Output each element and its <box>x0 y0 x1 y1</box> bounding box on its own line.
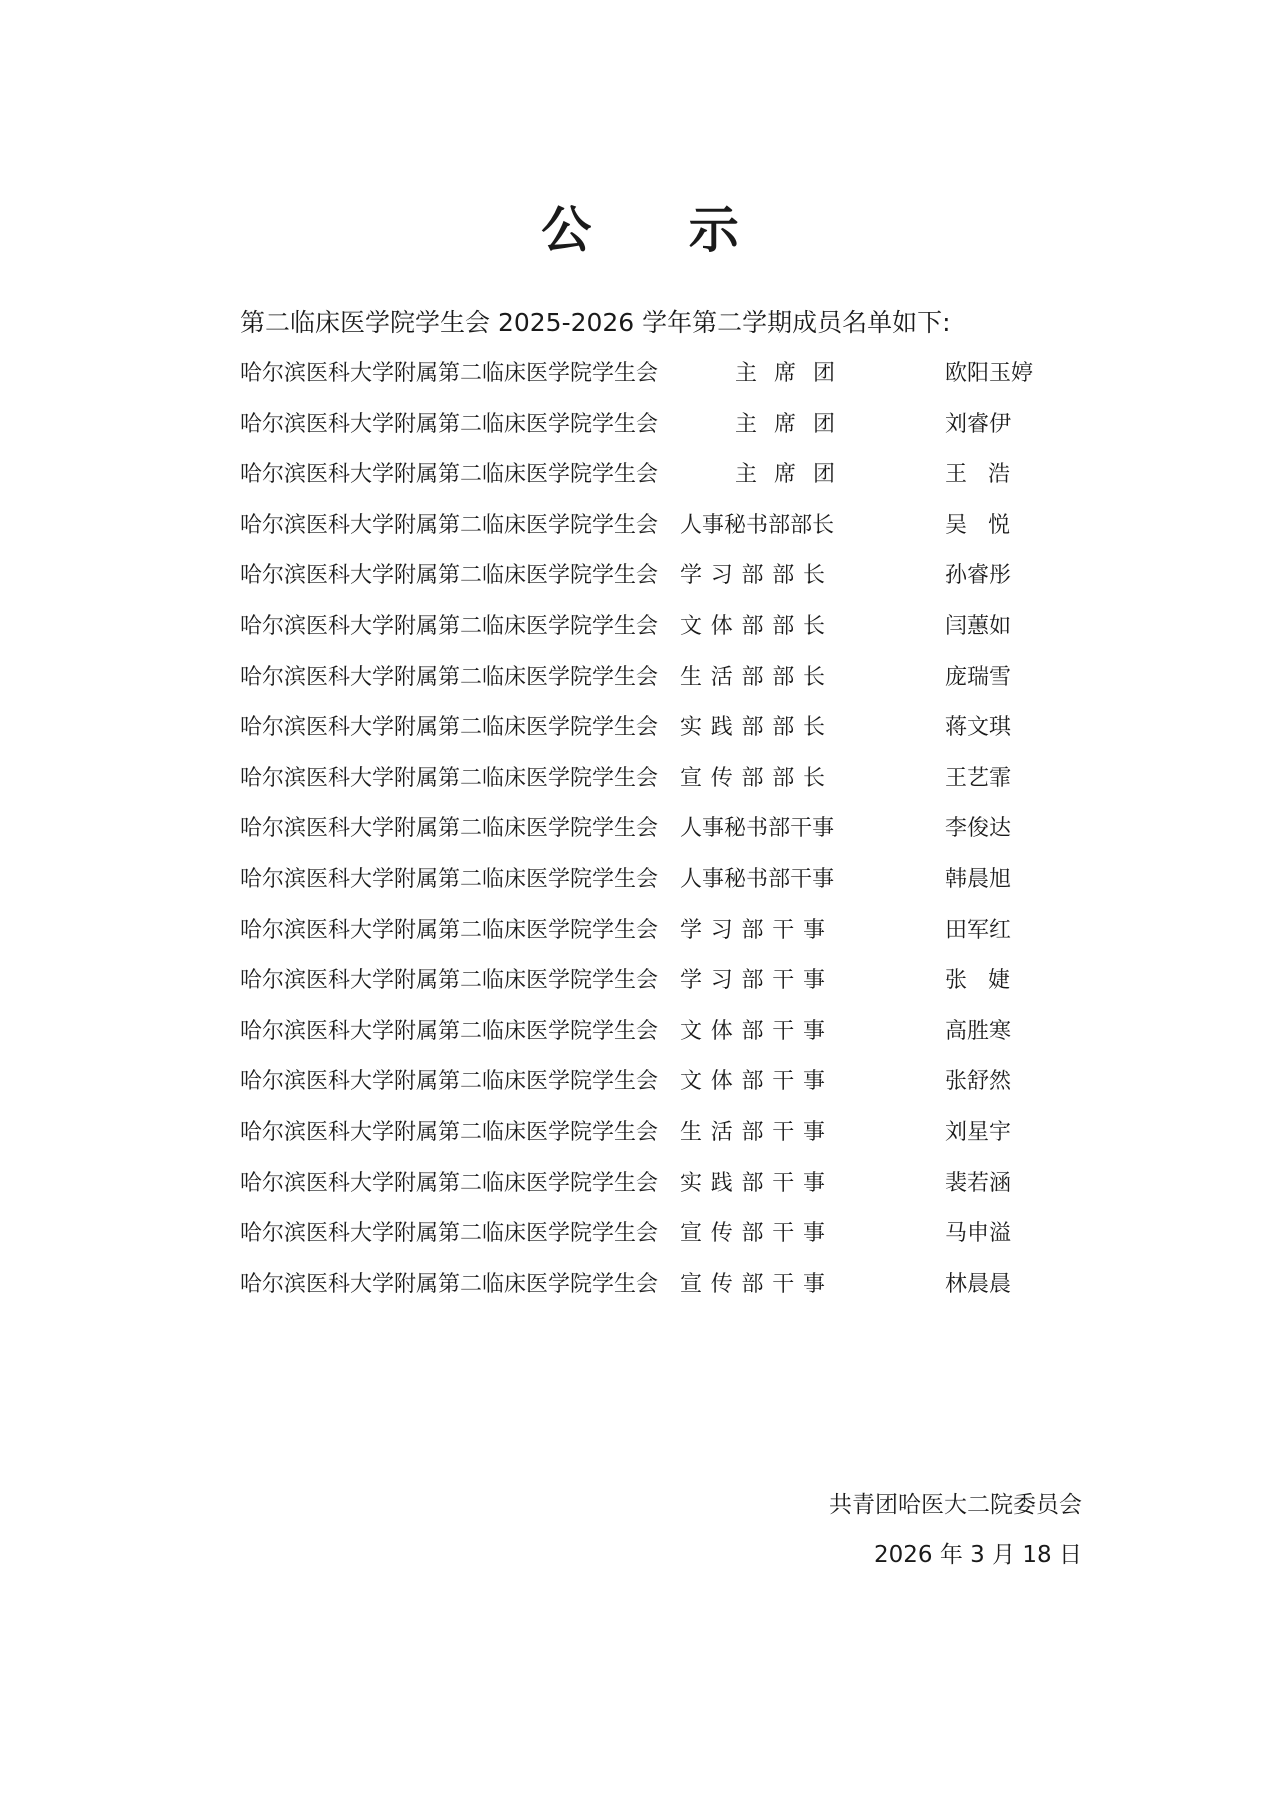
member-org: 哈尔滨医科大学附属第二临床医学院学生会 <box>240 968 659 994</box>
position-char: 部 <box>772 613 795 639</box>
member-position <box>680 1114 825 1152</box>
member-org: 哈尔滨医科大学附属第二临床医学院学生会 <box>240 361 659 386</box>
member-org: 哈尔滨医科大学附属第二临床医学院学生会 <box>240 917 659 943</box>
member-name: 林晨晨 <box>945 1271 1012 1297</box>
member-row <box>240 912 1040 963</box>
position-char: 事 <box>802 1271 825 1297</box>
position-char: 部 <box>741 664 764 690</box>
member-row <box>240 557 1040 608</box>
position-char: 事 <box>702 816 725 842</box>
member-row <box>240 861 1040 912</box>
position-char: 实 <box>680 715 703 741</box>
position-char: 活 <box>710 1119 733 1145</box>
position-char: 干 <box>772 917 795 943</box>
position-char: 干 <box>772 1069 795 1095</box>
position-char: 秘 <box>724 866 747 892</box>
position-char: 部 <box>768 512 791 538</box>
member-name: 蒋文琪 <box>945 715 1012 741</box>
position-char: 长 <box>802 664 825 690</box>
position-char: 习 <box>710 917 733 943</box>
position-char: 学 <box>680 563 703 589</box>
member-org: 哈尔滨医科大学附属第二临床医学院学生会 <box>240 1221 659 1247</box>
member-org: 哈尔滨医科大学附属第二临床医学院学生会 <box>240 1018 659 1044</box>
position-char: 部 <box>772 715 795 741</box>
member-name: 马申溢 <box>945 1221 1012 1247</box>
member-row <box>240 709 1040 760</box>
position-char: 部 <box>741 1271 764 1297</box>
position-char: 干 <box>790 816 813 842</box>
position-char: 事 <box>802 1069 825 1095</box>
position-char: 部 <box>741 1018 764 1044</box>
member-name: 刘睿伊 <box>945 411 1012 437</box>
member-list <box>240 355 1040 1316</box>
member-position <box>680 659 825 697</box>
member-row <box>240 1266 1040 1317</box>
position-char: 体 <box>710 1069 733 1095</box>
member-org: 哈尔滨医科大学附属第二临床医学院学生会 <box>240 664 659 690</box>
member-org: 哈尔滨医科大学附属第二临床医学院学生会 <box>240 512 659 538</box>
member-position <box>735 406 835 444</box>
position-char: 干 <box>772 1119 795 1145</box>
member-name: 韩晨旭 <box>945 866 1012 892</box>
position-char: 事 <box>812 866 835 892</box>
position-char: 生 <box>680 664 703 690</box>
position-char: 宣 <box>680 765 703 791</box>
member-row <box>240 760 1040 811</box>
position-char: 长 <box>802 613 825 639</box>
position-char: 干 <box>772 1018 795 1044</box>
position-char: 体 <box>710 1018 733 1044</box>
member-org: 哈尔滨医科大学附属第二临床医学院学生会 <box>240 462 659 488</box>
position-char: 长 <box>812 512 835 538</box>
intro-text: 第二临床医学院学生会 2025-2026 学年第二学期成员名单如下: <box>240 308 951 337</box>
member-row <box>240 1013 1040 1064</box>
position-char: 体 <box>710 613 733 639</box>
position-char: 书 <box>746 866 769 892</box>
position-char: 传 <box>710 1271 733 1297</box>
member-position <box>680 760 825 798</box>
position-char: 部 <box>741 563 764 589</box>
position-char: 习 <box>710 563 733 589</box>
member-position <box>680 507 835 545</box>
position-char: 部 <box>772 664 795 690</box>
position-char: 部 <box>790 512 813 538</box>
position-char: 宣 <box>680 1221 703 1247</box>
position-char: 活 <box>710 664 733 690</box>
member-org: 哈尔滨医科大学附属第二临床医学院学生会 <box>240 563 659 589</box>
position-char: 团 <box>812 462 835 488</box>
position-char: 书 <box>746 512 769 538</box>
member-org: 哈尔滨医科大学附属第二临床医学院学生会 <box>240 765 659 791</box>
member-position <box>680 557 825 595</box>
position-char: 文 <box>680 613 703 639</box>
position-char: 传 <box>710 1221 733 1247</box>
member-position <box>680 810 835 848</box>
position-char: 长 <box>802 765 825 791</box>
member-name: 孙睿彤 <box>945 563 1012 589</box>
position-char: 秘 <box>724 816 747 842</box>
position-char: 长 <box>802 715 825 741</box>
member-row <box>240 810 1040 861</box>
position-char: 践 <box>710 715 733 741</box>
position-char: 学 <box>680 968 703 994</box>
position-char: 书 <box>746 816 769 842</box>
position-char: 文 <box>680 1069 703 1095</box>
position-char: 部 <box>741 765 764 791</box>
position-char: 部 <box>772 765 795 791</box>
member-row <box>240 507 1040 558</box>
member-position <box>735 355 835 393</box>
position-char: 事 <box>702 512 725 538</box>
position-char: 事 <box>802 1170 825 1196</box>
member-position <box>680 1063 825 1101</box>
member-row <box>240 355 1040 406</box>
document-title: 公 示 <box>541 201 779 259</box>
member-position <box>680 962 825 1000</box>
member-name: 张婕 <box>945 968 1010 994</box>
position-char: 主 <box>735 411 758 437</box>
position-char: 事 <box>802 968 825 994</box>
member-position <box>680 1013 825 1051</box>
position-char: 部 <box>768 816 791 842</box>
member-row <box>240 456 1040 507</box>
position-char: 席 <box>773 462 796 488</box>
position-char: 干 <box>772 1170 795 1196</box>
member-org: 哈尔滨医科大学附属第二临床医学院学生会 <box>240 1271 659 1297</box>
member-row <box>240 1215 1040 1266</box>
member-row <box>240 1114 1040 1165</box>
position-char: 干 <box>790 866 813 892</box>
member-row <box>240 406 1040 457</box>
position-char: 宣 <box>680 1271 703 1297</box>
position-char: 习 <box>710 968 733 994</box>
signature-date: 2026 年 3 月 18 日 <box>874 1542 1082 1568</box>
member-position <box>680 1266 825 1304</box>
member-name: 裴若涵 <box>945 1170 1012 1196</box>
member-position <box>680 912 825 950</box>
position-char: 部 <box>741 715 764 741</box>
position-char: 事 <box>702 866 725 892</box>
position-char: 干 <box>772 1221 795 1247</box>
position-char: 人 <box>680 816 703 842</box>
position-char: 部 <box>772 563 795 589</box>
member-org: 哈尔滨医科大学附属第二临床医学院学生会 <box>240 613 659 639</box>
member-row <box>240 962 1040 1013</box>
position-char: 主 <box>735 462 758 488</box>
member-row <box>240 608 1040 659</box>
member-position <box>680 1215 825 1253</box>
member-name: 庞瑞雪 <box>945 664 1012 690</box>
member-position <box>680 861 835 899</box>
position-char: 席 <box>773 361 796 386</box>
signature-org: 共青团哈医大二院委员会 <box>829 1492 1082 1518</box>
member-name: 田军红 <box>945 917 1012 943</box>
member-position <box>680 1165 825 1203</box>
member-name: 高胜寒 <box>945 1018 1012 1044</box>
member-name: 闫蕙如 <box>945 613 1012 639</box>
position-char: 秘 <box>724 512 747 538</box>
position-char: 席 <box>773 411 796 437</box>
member-position <box>680 709 825 747</box>
member-org: 哈尔滨医科大学附属第二临床医学院学生会 <box>240 866 659 892</box>
position-char: 部 <box>741 917 764 943</box>
member-name: 刘星宇 <box>945 1119 1012 1145</box>
position-char: 践 <box>710 1170 733 1196</box>
position-char: 传 <box>710 765 733 791</box>
position-char: 事 <box>812 816 835 842</box>
position-char: 实 <box>680 1170 703 1196</box>
member-org: 哈尔滨医科大学附属第二临床医学院学生会 <box>240 816 659 842</box>
position-char: 部 <box>741 968 764 994</box>
position-char: 事 <box>802 1221 825 1247</box>
member-name: 吴悦 <box>945 512 1010 538</box>
member-org: 哈尔滨医科大学附属第二临床医学院学生会 <box>240 1069 659 1095</box>
position-char: 人 <box>680 512 703 538</box>
position-char: 事 <box>802 1018 825 1044</box>
position-char: 部 <box>741 1170 764 1196</box>
position-char: 学 <box>680 917 703 943</box>
position-char: 部 <box>741 1221 764 1247</box>
member-position <box>680 608 825 646</box>
member-name: 李俊达 <box>945 816 1012 842</box>
member-name: 王浩 <box>945 462 1010 488</box>
member-name: 张舒然 <box>945 1069 1012 1095</box>
position-char: 文 <box>680 1018 703 1044</box>
position-char: 干 <box>772 1271 795 1297</box>
position-char: 事 <box>802 917 825 943</box>
position-char: 干 <box>772 968 795 994</box>
position-char: 团 <box>812 411 835 437</box>
position-char: 主 <box>735 361 758 386</box>
signature-block <box>829 1480 1082 1580</box>
position-char: 人 <box>680 866 703 892</box>
member-org: 哈尔滨医科大学附属第二临床医学院学生会 <box>240 411 659 437</box>
member-row <box>240 1165 1040 1216</box>
member-position <box>735 456 835 494</box>
position-char: 部 <box>741 1069 764 1095</box>
member-org: 哈尔滨医科大学附属第二临床医学院学生会 <box>240 715 659 741</box>
position-char: 事 <box>802 1119 825 1145</box>
member-row <box>240 659 1040 710</box>
position-char: 生 <box>680 1119 703 1145</box>
member-org: 哈尔滨医科大学附属第二临床医学院学生会 <box>240 1119 659 1145</box>
position-char: 部 <box>741 613 764 639</box>
position-char: 团 <box>812 361 835 386</box>
member-name: 欧阳玉婷 <box>945 361 1034 386</box>
position-char: 部 <box>768 866 791 892</box>
position-char: 长 <box>802 563 825 589</box>
member-row <box>240 1063 1040 1114</box>
member-name: 王艺霏 <box>945 765 1012 791</box>
position-char: 部 <box>741 1119 764 1145</box>
member-org: 哈尔滨医科大学附属第二临床医学院学生会 <box>240 1170 659 1196</box>
